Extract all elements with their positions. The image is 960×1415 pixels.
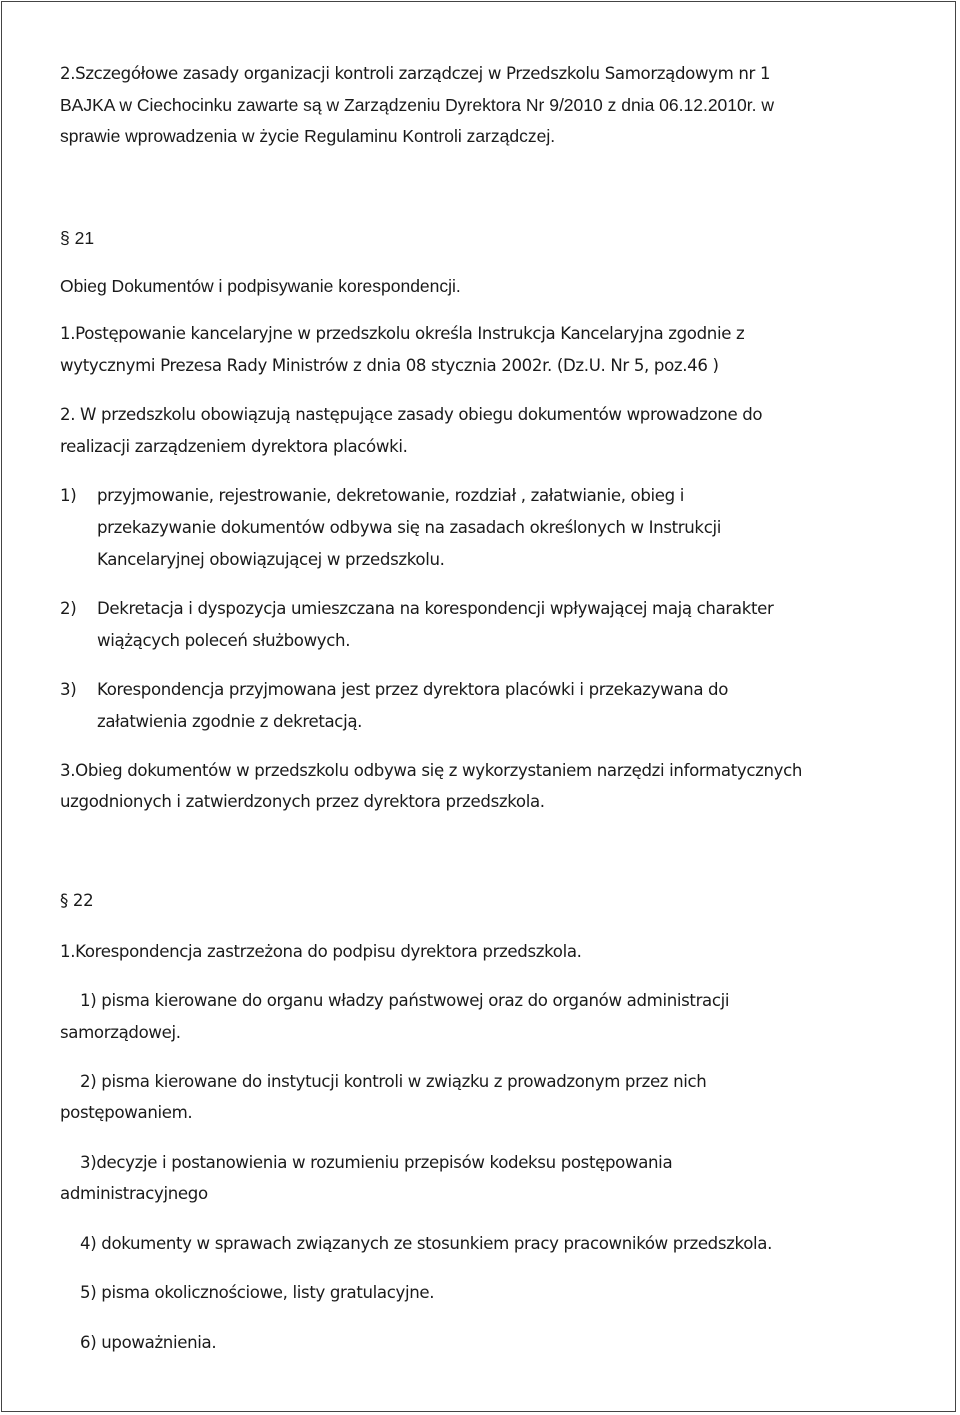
section-21-title: Obieg Dokumentów i podpisywanie korespondencji. — [60, 276, 461, 296]
list-item-1-number: 1) — [60, 486, 77, 505]
section-22-item-1-line-2: samorządowej. — [60, 1023, 181, 1042]
paragraph-2-line-2: realizacji zarządzeniem dyrektora placówki. — [60, 437, 408, 456]
section-22-item-3-line-2: administracyjnego — [60, 1184, 208, 1203]
list-item-3-line-2: załatwienia zgodnie z dekretacją. — [97, 712, 363, 731]
section-22-item-2-line-2: postępowaniem. — [60, 1103, 193, 1122]
list-item-3-line-1: Korespondencja przyjmowana jest przez dyrektora placówki i przekazywana do — [97, 680, 729, 699]
list-item-2-line-2: wiążących poleceń służbowych. — [97, 631, 351, 650]
section-22-item-6: 6) upoważnienia. — [80, 1333, 217, 1352]
section-22-title: 1.Korespondencja zastrzeżona do podpisu dyrektora przedszkola. — [60, 942, 582, 961]
intro-line-3: sprawie wprowadzenia w życie Regulaminu Kontroli zarządczej. — [60, 126, 556, 146]
paragraph-3-line-1: 3.Obieg dokumentów w przedszkolu odbywa się z wykorzystaniem narzędzi informatycznych — [60, 761, 803, 780]
section-22-item-4: 4) dokumenty w sprawach związanych ze stosunkiem pracy pracowników przedszkola. — [80, 1234, 772, 1253]
list-item-1-line-1: przyjmowanie, rejestrowanie, dekretowanie, rozdział , załatwianie, obieg i — [97, 486, 685, 505]
list-item-2-number: 2) — [60, 599, 77, 618]
section-22-item-2-line-1: 2) pisma kierowane do instytucji kontroli w związku z prowadzonym przez nich — [80, 1072, 707, 1091]
list-item-1-line-3: Kancelaryjnej obowiązującej w przedszkolu. — [97, 550, 445, 569]
paragraph-2-line-1: 2. W przedszkolu obowiązują następujące zasady obiegu dokumentów wprowadzone do — [60, 405, 763, 424]
paragraph-1-line-1: 1.Postępowanie kancelaryjne w przedszkolu określa Instrukcja Kancelaryjna zgodnie z — [60, 324, 745, 343]
intro-line-1: 2.Szczegółowe zasady organizacji kontroli zarządczej w Przedszkolu Samorządowym nr 1 — [60, 64, 771, 83]
paragraph-1-line-2: wytycznymi Prezesa Rady Ministrów z dnia 08 stycznia 2002r. (Dz.U. Nr 5, poz.46 ) — [60, 356, 719, 375]
list-item-2-line-1: Dekretacja i dyspozycja umieszczana na korespondencji wpływającej mają charakter — [97, 599, 774, 618]
list-item-1-line-2: przekazywanie dokumentów odbywa się na zasadach określonych w Instrukcji — [97, 518, 721, 537]
section-21-heading: § 21 — [60, 228, 95, 248]
section-22-heading: § 22 — [60, 891, 94, 910]
section-22-item-3-line-1: 3)decyzje i postanowienia w rozumieniu przepisów kodeksu postępowania — [80, 1153, 673, 1172]
intro-line-2: BAJKA w Ciechocinku zawarte są w Zarządzeniu Dyrektora Nr 9/2010 z dnia 06.12.2010r. w — [60, 95, 774, 115]
paragraph-3-line-2: uzgodnionych i zatwierdzonych przez dyrektora przedszkola. — [60, 792, 545, 811]
section-22-item-1-line-1: 1) pisma kierowane do organu władzy państwowej oraz do organów administracji — [80, 991, 730, 1010]
list-item-3-number: 3) — [60, 680, 77, 699]
section-22-item-5: 5) pisma okolicznościowe, listy gratulacyjne. — [80, 1283, 435, 1302]
